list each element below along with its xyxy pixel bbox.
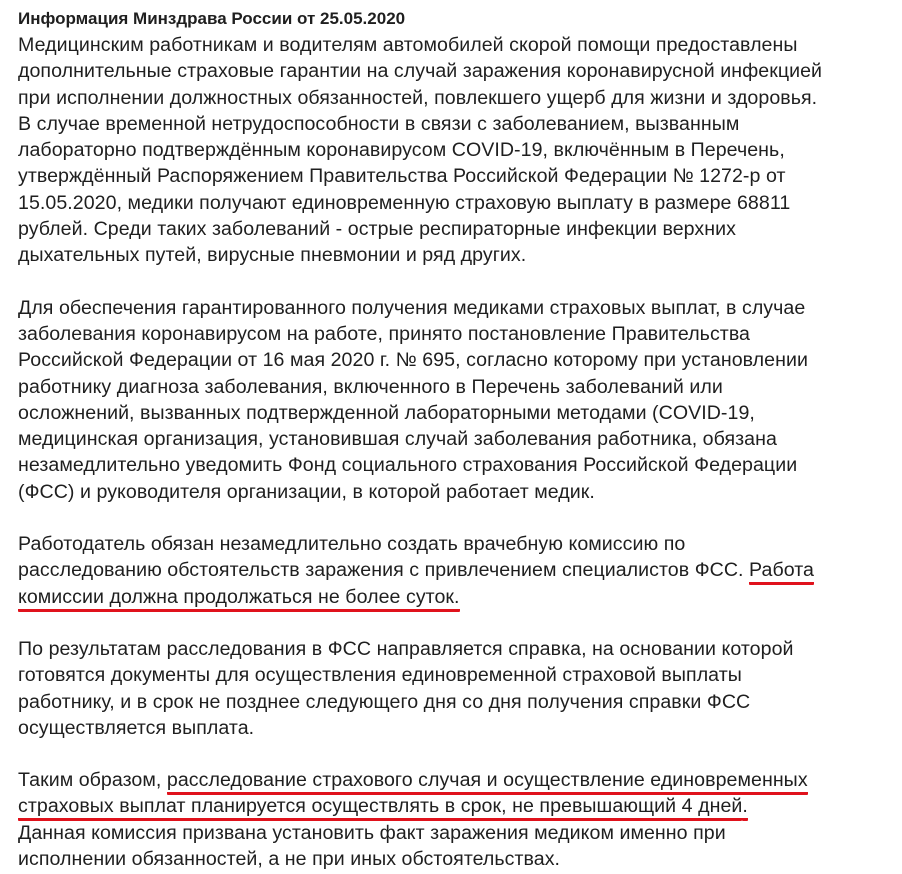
paragraph-5 <box>18 767 896 872</box>
underlined-highlight-period: . <box>742 795 748 821</box>
underlined-highlight-commission-duration: комиссии должна продолжаться не более суток. <box>18 586 460 612</box>
paragraph-gap <box>18 741 896 767</box>
paragraph-1: Медицинским работникам и водителям автомобилей скорой помощи предоставлены дополнительные страховые гарантии на случай заражения коронавирусной инфекцией при исполнении должностных обязанностей, повлекшего ущерб для жизни и здоровья. В случае временной нетрудоспособности в связи с заболеванием, вызванным лабораторно подтверждённым коронавирусом COVID-19, включённым в Перечень, утверждённый Распоряжением Правительства Российской Федерации № 1272-р от 15.05.2020, медики получают единовременную страховую выплату в размере 68811 рублей. Среди таких заболеваний - острые респираторные инфекции верхних дыхательных путей, вирусные пневмонии и ряд других. <box>18 34 823 267</box>
paragraph-3-text: Работодатель обязан незамедлительно создать врачебную комиссию по расследованию обстоятельств заражения с привлечением специалистов ФСС. <box>18 533 744 582</box>
underlined-highlight-investigation: расследование страхового случая и осуществление единовременных <box>167 769 808 795</box>
underlined-highlight-payment-term: страховых выплат планируется осуществлять в срок, не превышающий 4 дней <box>18 795 742 821</box>
paragraph-gap <box>18 505 896 531</box>
paragraph-2: Для обеспечения гарантированного получения медиками страховых выплат, в случае заболевания коронавирусом на работе, принято постановление Правительства Российской Федерации от 16 мая 2020 г. № 695, согласно которому при установлении работнику диагноза заболевания, включенного в Перечень заболеваний или осложнений, вызванных подтвержденной лабораторными методами (COVID-19, медицинская организация, установившая случай заболевания работника, обязана незамедлительно уведомить Фонд социального страхования Российской Федерации (ФСС) и руководителя организации, в которой работает медик. <box>18 296 808 503</box>
paragraph-3 <box>18 531 896 610</box>
paragraph-gap <box>18 269 896 295</box>
underlined-highlight-commission-start: Работа <box>749 559 814 585</box>
document-body <box>18 8 896 872</box>
paragraph-4: По результатам расследования в ФСС направляется справка, на основании которой готовятся документы для осуществления единовременной страховой выплаты работнику, и в срок не позднее следующего дня со дня получения справки ФСС осуществляется выплата. <box>18 637 794 739</box>
paragraph-5-rest: Данная комиссия призвана установить факт заражения медиком именно при исполнении обязанностей, а не при иных обстоятельствах. <box>18 821 726 871</box>
document-heading: Информация Минздрава России от 25.05.2020 <box>18 9 406 28</box>
paragraph-gap <box>18 610 896 636</box>
paragraph-5-lead: Таким образом, <box>18 769 167 792</box>
